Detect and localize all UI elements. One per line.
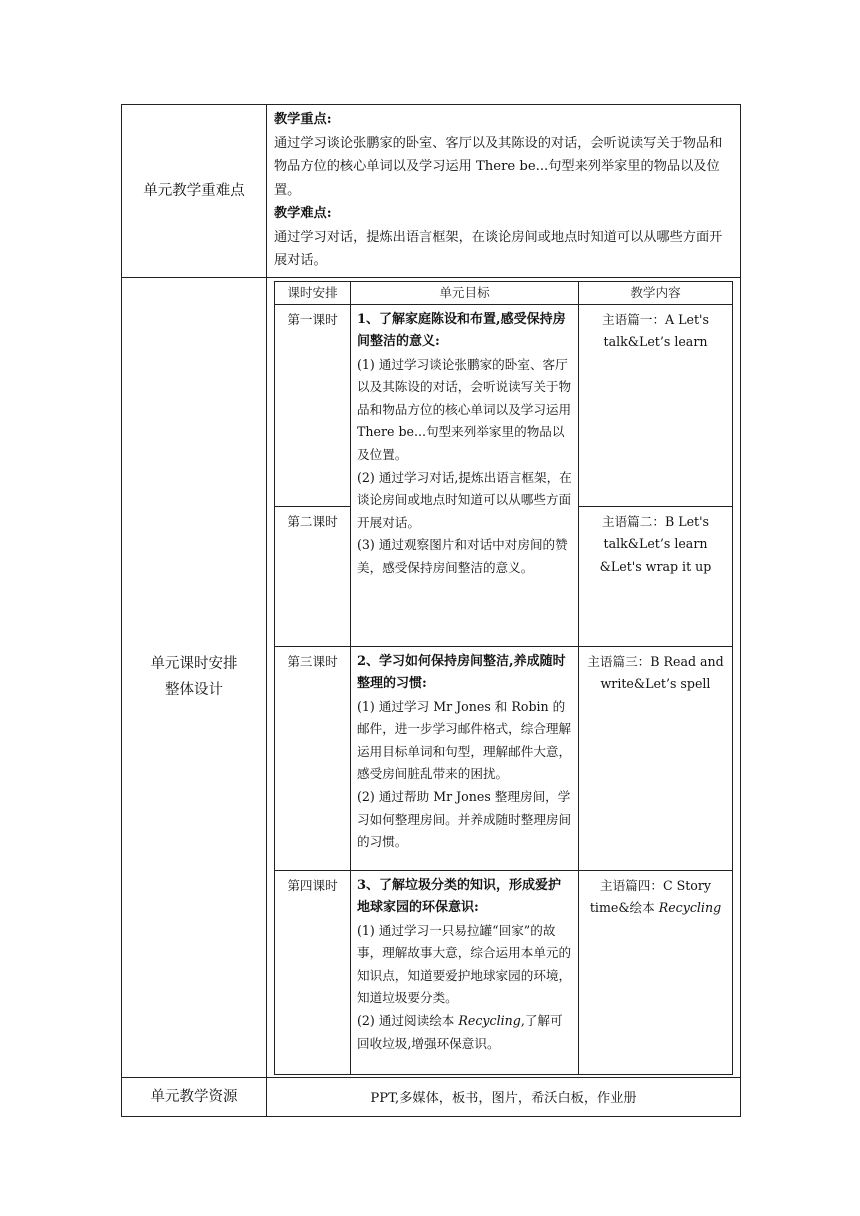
focus-title: 教学重点: [274, 112, 332, 127]
lesson-row [275, 646, 733, 870]
goal-item-prefix: (2) 通过阅读绘本 [357, 1013, 459, 1029]
lesson-content-prefix: 主语篇四：C Story time&绘本 [589, 877, 711, 916]
difficulty-text: 通过学习对话，提炼出语言框架，在谈论房间或地点时知道可以从哪些方面开展对话。 [274, 229, 723, 268]
goal-item: (2) 通过学习对话,提炼出语言框架，在谈论房间或地点时知道可以从哪些方面开展对话。 [357, 469, 572, 530]
header-content: 教学内容 [579, 281, 733, 304]
plan-header-row [275, 281, 733, 304]
plan-cell [267, 277, 741, 1077]
header-lesson: 课时安排 [275, 281, 351, 304]
goal-item: (3) 通过观察图片和对话中对房间的赞美，感受保持房间整洁的意义。 [357, 537, 568, 576]
header-goal: 单元目标 [351, 281, 579, 304]
goal-cell-3 [351, 870, 579, 1074]
key-points-row [122, 105, 741, 278]
goal-item-suffix: ,了解可回收垃圾,增强环保意识。 [357, 1013, 563, 1051]
lesson-content: 主语篇一：A Let's talk&Let’s learn [579, 304, 733, 506]
goal-item: (2) 通过帮助 Mr Jones 整理房间，学习如何整理房间。并养成随时整理房间的习惯。 [357, 789, 572, 850]
lesson-name: 第四课时 [275, 870, 351, 1074]
book-title: Recycling [458, 1013, 521, 1029]
resources-text: PPT,多媒体，板书，图片，希沃白板，作业册 [267, 1077, 741, 1116]
goal-cell-2 [351, 646, 579, 870]
lesson-name: 第三课时 [275, 646, 351, 870]
lesson-content [579, 870, 733, 1074]
book-title: Recycling [658, 900, 722, 916]
lesson-name: 第一课时 [275, 304, 351, 506]
goal-item: (1) 通过学习谈论张鹏家的卧室、客厅以及其陈设的对话，会听说读写关于物品和物品方位的核心单词以及学习运用 There be...句型来列举家里的物品以及位置。 [357, 356, 572, 463]
goal-title: 3、了解垃圾分类的知识，形成爱护地球家园的环保意识: [357, 877, 562, 916]
goal-item: (1) 通过学习一只易拉罐“回家”的故事，理解故事大意，综合运用本单元的知识点，知道要爱护地球家园的环境，知道垃圾要分类。 [357, 922, 572, 1006]
difficulty-title: 教学难点: [274, 206, 332, 221]
lesson-row [275, 870, 733, 1074]
goal-title: 2、学习如何保持房间整洁,养成随时整理的习惯: [357, 653, 566, 692]
plan-label-line1: 单元课时安排 [150, 656, 238, 672]
goal-title: 1、了解家庭陈设和布置,感受保持房间整洁的意义: [357, 311, 566, 350]
unit-design-table [121, 104, 741, 1117]
resources-label: 单元教学资源 [122, 1077, 267, 1116]
goal-item: (1) 通过学习 Mr Jones 和 Robin 的邮件，进一步学习邮件格式，综合理解运用目标单词和句型，理解邮件大意，感受房间脏乱带来的困扰。 [357, 698, 572, 782]
key-points-cell [267, 105, 741, 278]
resources-row [122, 1077, 741, 1116]
lesson-row [275, 304, 733, 506]
focus-text: 通过学习谈论张鹏家的卧室、客厅以及其陈设的对话，会听说读写关于物品和物品方位的核心单词以及学习运用 There be...句型来列举家里的物品以及位置。 [274, 135, 723, 198]
goal-cell-1 [351, 304, 579, 646]
lesson-content: 主语篇三：B Read and write&Let’s spell [579, 646, 733, 870]
lesson-content: 主语篇二：B Let's talk&Let’s learn &Let's wrap it up [579, 506, 733, 646]
plan-label-line2: 整体设计 [165, 682, 223, 698]
key-points-label: 单元教学重难点 [122, 105, 267, 278]
goal-item-last [357, 1010, 572, 1055]
plan-row [122, 277, 741, 1077]
lesson-name: 第二课时 [275, 506, 351, 646]
lesson-plan-table [274, 281, 733, 1075]
plan-label [122, 277, 267, 1077]
